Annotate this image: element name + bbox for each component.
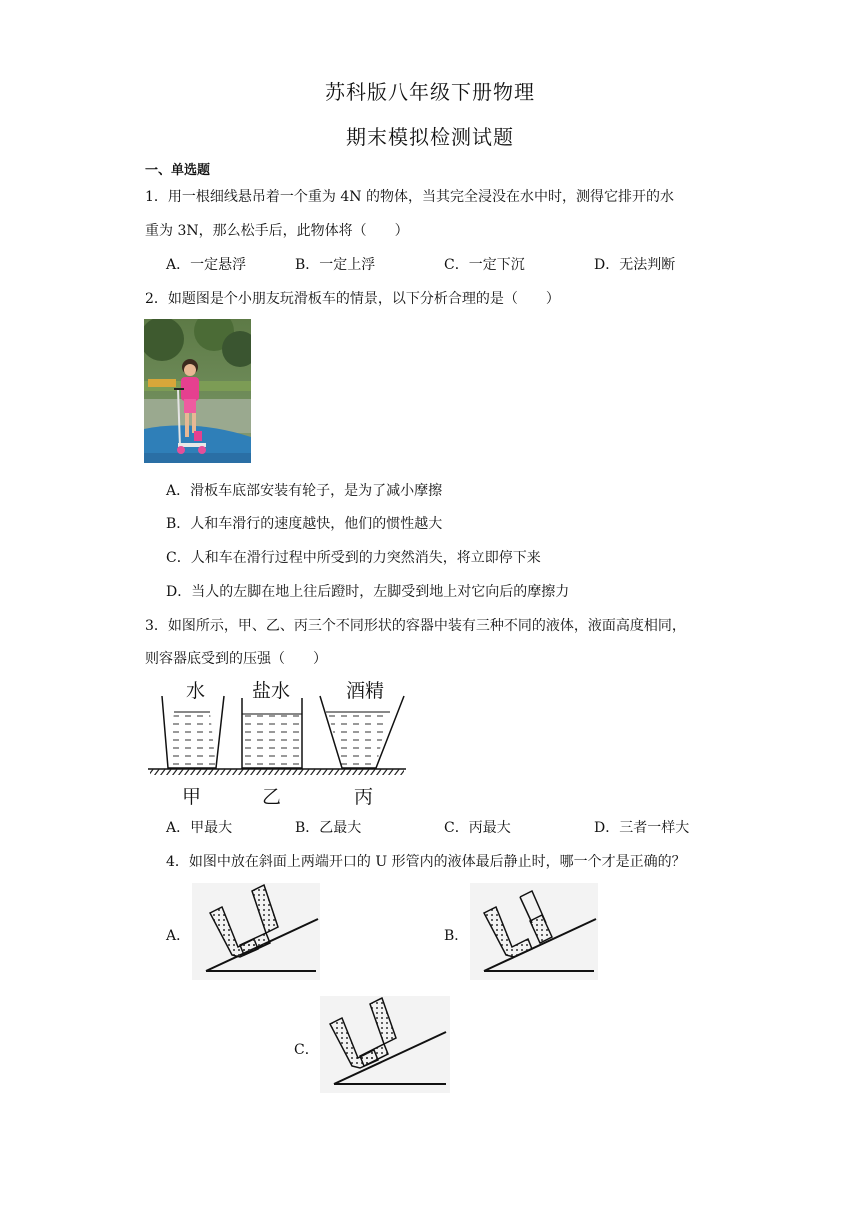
scooter-photo — [144, 319, 251, 463]
q2-option-c: C．人和车在滑行过程中所受到的力突然消失，将立即停下来 — [166, 550, 541, 566]
container-label-yi: 乙 — [262, 786, 282, 808]
q2-option-d: D．当人的左脚在地上往后蹬时，左脚受到地上对它向后的摩擦力 — [166, 584, 570, 600]
q3-option-c: C．丙最大 — [444, 820, 511, 836]
doc-title: 苏科版八年级下册物理 — [325, 80, 535, 104]
utube-c-drawing — [320, 996, 450, 1093]
container-label-bing: 丙 — [354, 786, 374, 808]
doc-subtitle: 期末模拟检测试题 — [346, 125, 514, 149]
q1-option-d: D．无法判断 — [594, 257, 676, 273]
liquid-label-alcohol: 酒精 — [346, 680, 385, 702]
q1-option-c: C．一定下沉 — [444, 257, 525, 273]
liquid-label-water: 水 — [186, 680, 206, 702]
q2-option-a: A．滑板车底部安装有轮子，是为了减小摩擦 — [166, 483, 443, 499]
q4-figure-a — [192, 883, 320, 980]
q4-label-a: A． — [166, 928, 191, 944]
q1-option-b: B．一定上浮 — [295, 257, 376, 273]
q2-line1: 2．如题图是个小朋友玩滑板车的情景，以下分析合理的是（ ） — [145, 291, 560, 307]
utube-a-drawing — [192, 883, 320, 980]
q1-line1: 1．用一根细线悬吊着一个重为 4N 的物体，当其完全浸没在水中时，测得它排开的水 — [145, 189, 674, 205]
q1-option-a: A．一定悬浮 — [166, 257, 247, 273]
q3-option-b: B．乙最大 — [295, 820, 362, 836]
q2-option-b: B．人和车滑行的速度越快，他们的惯性越大 — [166, 516, 443, 532]
q3-option-d: D．三者一样大 — [594, 820, 690, 836]
q4-label-b: B． — [444, 928, 469, 944]
liquid-label-saltwater: 盐水 — [252, 680, 291, 702]
containers-figure — [148, 672, 410, 808]
q3-option-a: A．甲最大 — [166, 820, 233, 836]
q4-figure-c — [320, 996, 450, 1093]
q1-line2: 重为 3N，那么松手后，此物体将（ ） — [145, 223, 409, 239]
scooter-photo-image — [144, 319, 251, 463]
q4-figure-b — [470, 883, 598, 980]
section-heading: 一、单选题 — [145, 163, 211, 178]
q4-label-c: C． — [294, 1042, 319, 1058]
utube-b-drawing — [470, 883, 598, 980]
q4-line1: 4．如图中放在斜面上两端开口的 U 形管内的液体最后静止时，哪一个才是正确的？ — [166, 854, 686, 870]
q3-line1: 3．如图所示，甲、乙、丙三个不同形状的容器中装有三种不同的液体，液面高度相同， — [145, 618, 686, 634]
q3-line2: 则容器底受到的压强（ ） — [145, 651, 327, 667]
container-label-jia: 甲 — [182, 786, 202, 808]
